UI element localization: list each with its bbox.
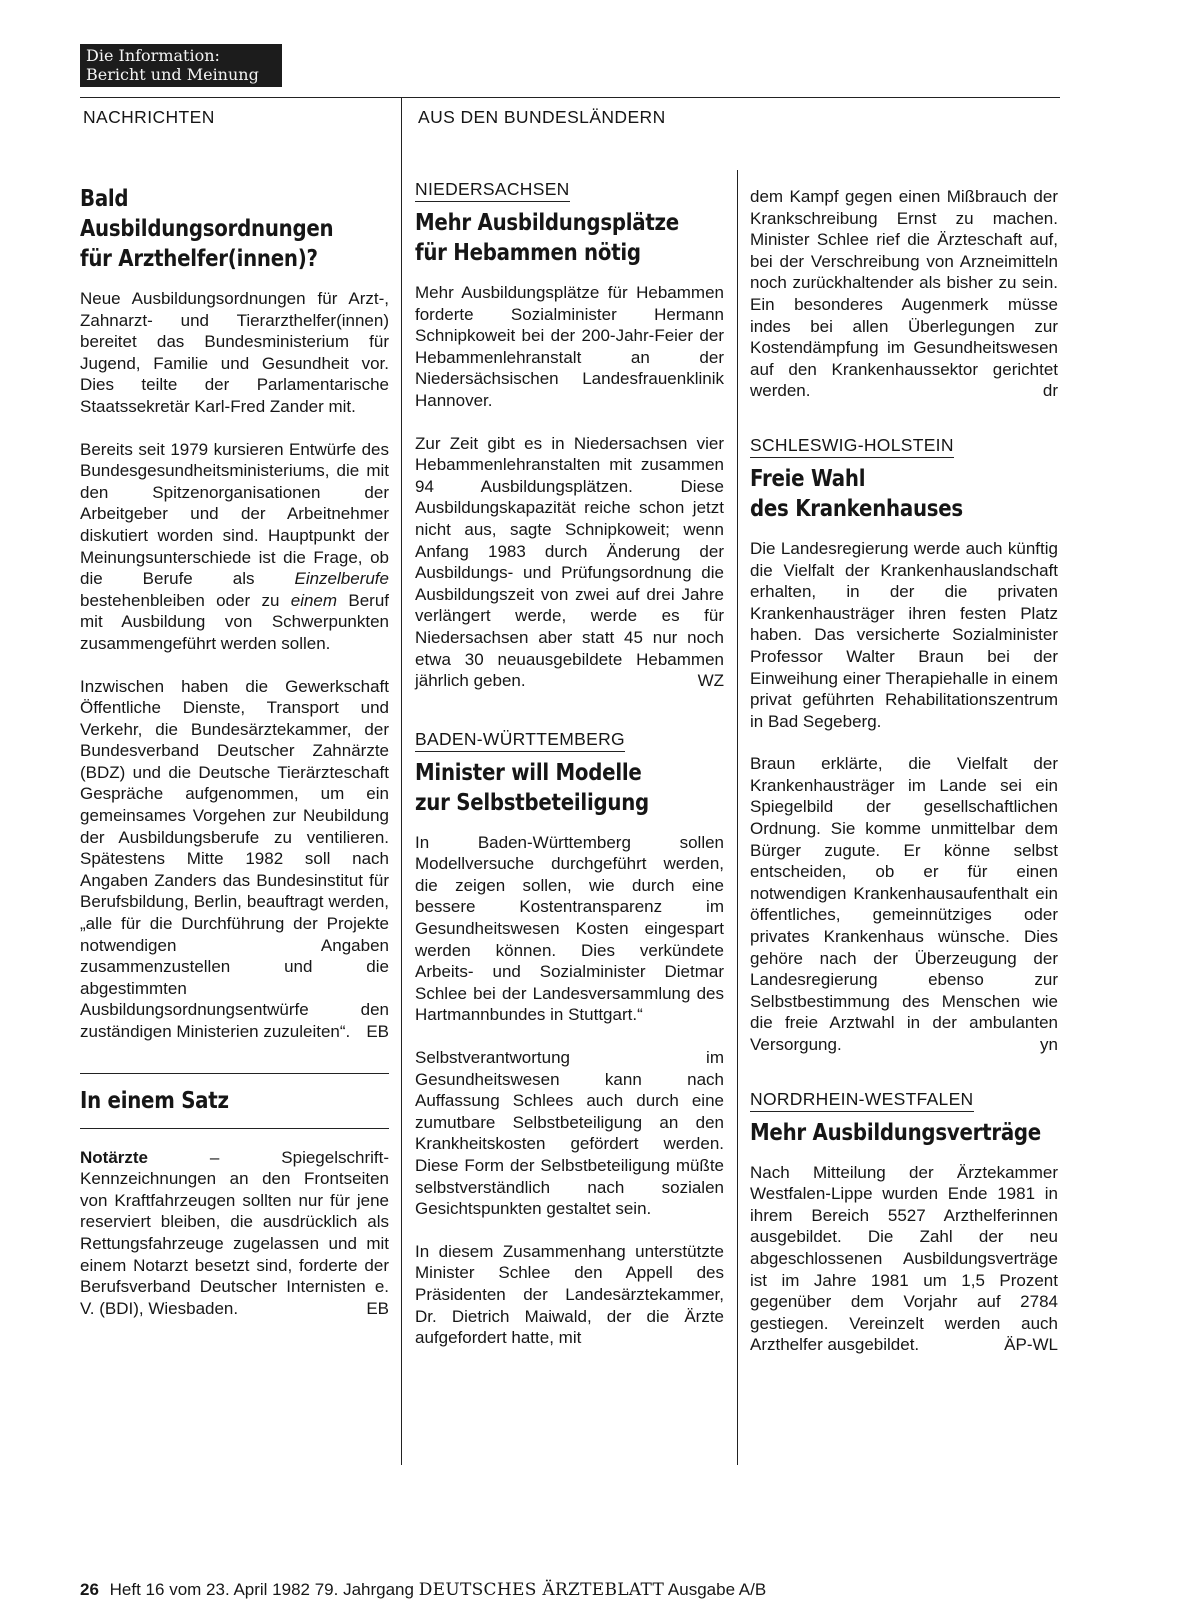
page-footer	[80, 1580, 766, 1600]
divider	[80, 1073, 389, 1074]
author-sign: dr	[1042, 381, 1058, 401]
article-paragraph: Braun erklärte, die Vielfalt der Krankenhausträger im Lande sei ein Spiegelbild der gesellschaftlichen Ordnung. Sie komme unmittelbar dem Bürger zugute. Er könne selbst entscheiden, ob er für einen notwendigen Krankenhausaufenthalt ein öffentliches, gemeinnütziges oder privates Krankenhaus wünsche. Dies gehöre nach der Überzeugung der Landesregierung ebenso zur Selbstbestimmung des Menschen wie die freie Arztwahl in der ambulanten Versorgung. yn	[750, 754, 1058, 1054]
headline-krankenhaus: Freie Wahl des Krankenhauses	[750, 465, 963, 522]
column-sh-nrw	[750, 186, 1058, 1356]
headline-ausbildungsordnungen: Bald Ausbildungsordnungen für Arzthelfer(innen)?	[80, 186, 334, 272]
author-sign: yn	[1040, 1035, 1058, 1054]
article-paragraph: In Baden-Württemberg sollen Modellversuche durchgeführt werden, die zeigen sollen, wie durch eine bessere Kostentransparenz im Gesundheitswesen Kosten eingespart werden können. Dies verkündete Arbeits- und Sozialminister Dietmar Schlee bei der Landesversammlung des Hartmannbundes in Stuttgart.“	[415, 832, 724, 1025]
journal-name: DEUTSCHES ÄRZTEBLATT	[418, 1580, 665, 1600]
article-paragraph: Nach Mitteilung der Ärztekammer Westfalen-Lippe wurden Ende 1981 in ihrem Bereich 5527 Arzthelferinnen ausgebildet. Die Zahl der neu abgeschlossenen Ausbildungsverträge ist im Jahre 1981 um 1,5 Prozent gegenüber dem Vorjahr auf 2784 gestiegen. Vereinzelt werden auch Arzthelfer ausgebildet. ÄP-WL	[750, 1162, 1058, 1355]
article-paragraph: Zur Zeit gibt es in Niedersachsen vier Hebammenlehranstalten mit zusammen 94 Ausbildungsplätzen. Diese Ausbildungskapazität reiche schon jetzt nicht aus, sagte Schnipkoweit; wenn Anfang 1983 durch Änderung der Ausbildungs- und Prüfungsordnung die Ausbildungszeit von zwei auf drei Jahre verlängert werde, werde es für Niedersachsen aber statt 45 nur noch etwa 30 neuausgebildete Hebammen jährlich geben. WZ	[415, 433, 724, 691]
issue-info: Heft 16 vom 23. April 1982 79. Jahrgang	[109, 1580, 414, 1599]
column-nachrichten	[80, 178, 389, 1319]
article-paragraph: Mehr Ausbildungsplätze für Hebammen forderte Sozialminister Hermann Schnipkoweit bei der 200-Jahr-Feier der Hebammenlehranstalt an der Niedersächsischen Landesfrauenklinik Hannover.	[415, 283, 724, 410]
article-paragraph: Notärzte – Spiegelschrift-Kennzeichnungen an den Frontseiten von Kraftfahrzeugen sollten nur für jene reserviert bleiben, die ausdrücklich als Rettungsfahrzeuge zugelassen und mit einem Notarzt besetzt sind, forderte der Berufsverband Deutscher Internisten e. V. (BDI), Wiesbaden. EB	[80, 1147, 389, 1318]
column-rule-2	[737, 170, 738, 1465]
article-paragraph: Inzwischen haben die Gewerkschaft Öffentliche Dienste, Transport und Verkehr, die Bundesärztekammer, der Bundesverband Deutscher Zahnärzte (BDZ) und die Deutsche Tierärzteschaft Gespräche aufgenommen, um ein gemeinsames Vorgehen zur Neubildung der Ausbildungsberufe zu ventilieren. Spätestens Mitte 1982 soll nach Angaben Zanders das Bundesinstitut für Berufsbildung, Berlin, beauftragt werden, „alle für die Durchführung der Projekte notwendigen Angaben zusammenzustellen und die abgestimmten Ausbildungsordnungsentwürfe den zuständigen Ministerien zuzuleiten“. EB	[80, 676, 389, 1041]
article-paragraph: Die Landesregierung werde auch künftig die Vielfalt der Krankenhauslandschaft erhalten, in der die privaten Krankenhausträger ihren festen Platz haben. Das versicherte Sozialminister Professor Walter Braun bei der Einweihung einer Therapiehalle in einem privat geführten Rehabilitationszentrum in Bad Segeberg.	[750, 538, 1058, 731]
article-paragraph: Bereits seit 1979 kursieren Entwürfe des Bundesgesundheitsministeriums, die mit den Spitzenorganisationen der Arbeitgeber und der Arbeitnehmer diskutiert worden sind. Hauptpunkt der Meinungsunterschiede ist die Frage, ob die Berufe als Einzelberufe bestehenbleiben oder zu einem Beruf mit Ausbildung von Schwerpunkten zusammengeführt werden sollen.	[80, 439, 389, 653]
headline-ausbildungsvertraege: Mehr Ausbildungsverträge	[750, 1119, 1041, 1146]
region-kicker: BADEN-WÜRTTEMBERG	[415, 728, 625, 752]
article-paragraph: In diesem Zusammenhang unterstützte Minister Schlee den Appell des Präsidenten der Landesärztekammer, Dr. Dietrich Maiwald, der die Ärzte aufgefordert hatte, mit	[415, 1241, 724, 1348]
author-sign: ÄP-WL	[1004, 1335, 1058, 1355]
region-kicker: SCHLESWIG-HOLSTEIN	[750, 434, 954, 458]
section-label-nachrichten: NACHRICHTEN	[83, 107, 215, 127]
divider	[80, 1128, 389, 1129]
article-paragraph: dem Kampf gegen einen Mißbrauch der Krankschreibung Ernst zu machen. Minister Schlee rief die Ärzteschaft auf, bei der Verschreibung von Arzneimitteln noch zurückhaltender als bisher zu sein. Ein besonderes Augenmerk müsse indes bei allen Überlegungen zur Kostendämpfung im Gesundheitswesen auf den Krankenhaussektor gerichtet werden. dr	[750, 187, 1058, 401]
masthead-line-1: Die Information:	[86, 46, 220, 65]
region-kicker: NORDRHEIN-WESTFALEN	[750, 1088, 974, 1112]
masthead	[80, 44, 282, 87]
page-number: 26	[80, 1580, 99, 1599]
author-sign: WZ	[697, 671, 724, 691]
headline-selbstbeteiligung: Minister will Modelle zur Selbstbeteiligung	[415, 759, 649, 816]
column-niedersachsen-bw	[415, 178, 724, 1349]
author-sign: EB	[366, 1022, 389, 1041]
article-paragraph: Neue Ausbildungsordnungen für Arzt-, Zahnarzt- und Tierarzthelfer(innen) bereitet das Bundesministerium für Jugend, Familie und Gesundheit vor. Dies teilte der Parlamentarische Staatssekretär Karl-Fred Zander mit.	[80, 289, 389, 416]
masthead-line-2: Bericht und Meinung	[86, 65, 259, 84]
article-paragraph: Selbstverantwortung im Gesundheitswesen kann nach Auffassung Schlees auch durch eine zumutbare Selbstbeteiligung an den Krankheitskosten gefördert werden. Diese Form der Selbstbeteiligung müßte selbstverständlich nach sozialen Gesichtspunkten gestaltet sein.	[415, 1048, 724, 1219]
edition: Ausgabe A/B	[667, 1580, 767, 1599]
author-sign: EB	[366, 1298, 389, 1318]
region-kicker: NIEDERSACHSEN	[415, 178, 570, 202]
headline-hebammen: Mehr Ausbildungsplätze für Hebammen nötig	[415, 210, 679, 266]
column-rule-1	[401, 97, 402, 1465]
headline-in-einem-satz: In einem Satz	[80, 1087, 229, 1114]
top-rule	[80, 97, 1060, 98]
section-label-bundeslaender: AUS DEN BUNDESLÄNDERN	[418, 107, 666, 127]
